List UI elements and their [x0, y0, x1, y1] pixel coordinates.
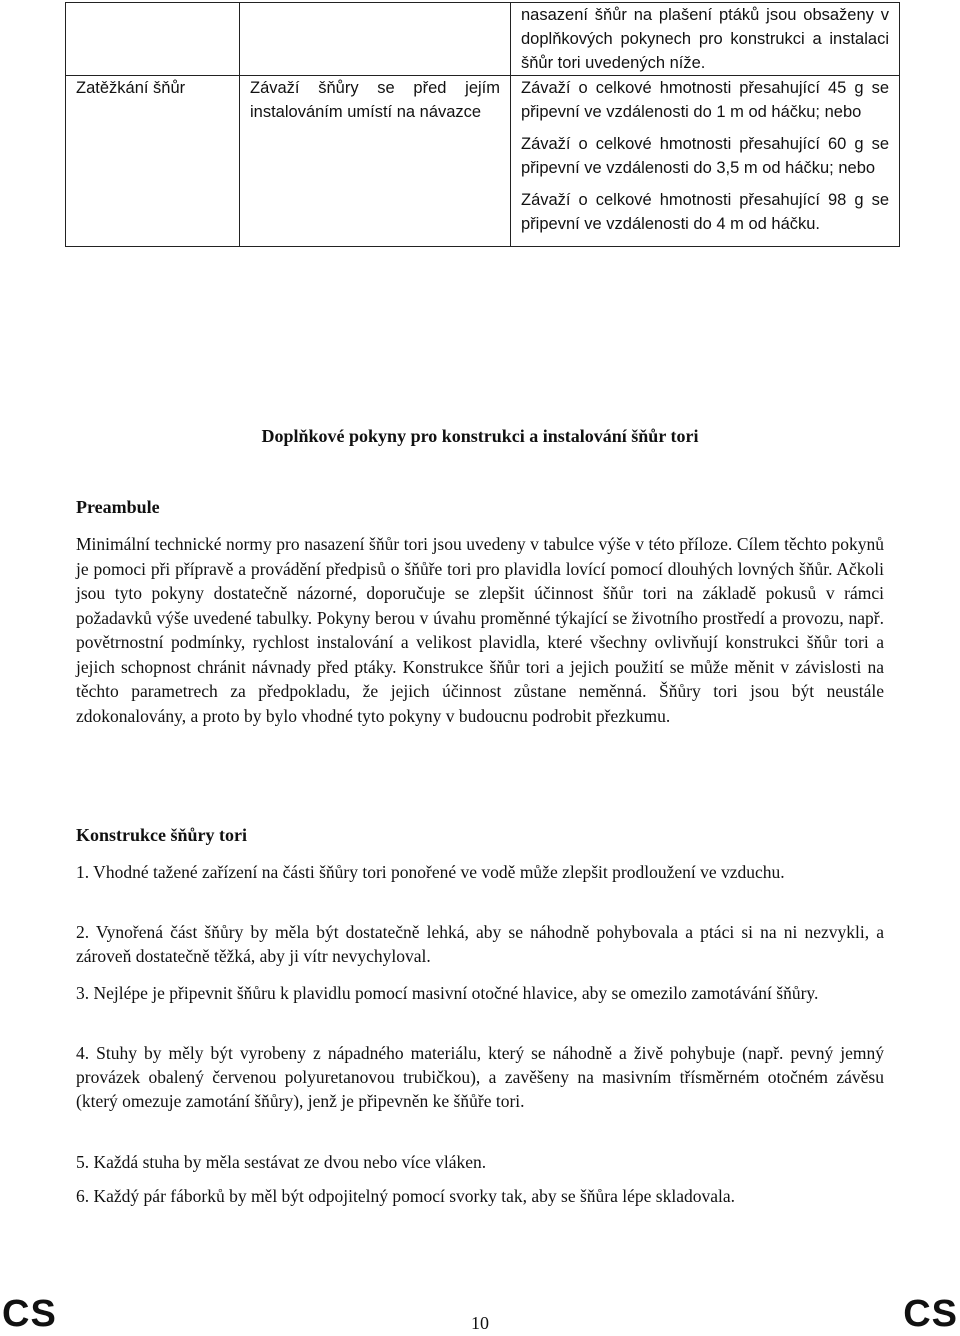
construction-title: Konstrukce šňůry tori [76, 825, 247, 845]
weight-option-3: Závaží o celkové hmotnosti přesahující 98 g se připevní ve vzdálenosti do 4 m od háčku. [521, 191, 889, 233]
table-cell [511, 3, 900, 76]
list-item: 3. Nejlépe je připevnit šňůru k plavidlu pomocí masivní otočné hlavice, aby se omezilo zamotávání šňůry. [76, 983, 819, 1003]
table-cell-text: nasazení šňůr na plašení ptáků jsou obsaženy v doplňkových pokynech pro konstrukci a instalaci šňůr tori uvedených níže. [521, 6, 889, 72]
requirements-table [65, 2, 900, 247]
table-cell-label [66, 76, 240, 247]
preamble-text: Minimální technické normy pro nasazení šňůr tori jsou uvedeny v tabulce výše v této příloze. Cílem těchto pokynů je pomoci při přípravě a provádění předpisů o šňůře tori pro plavidla lovící pomocí dlouhých lovných šňůr. Ačkoli jsou tyto pokyny dostatečně názorné, doporučuje se zlepšit účinnost šňůr tori na základě pokusů v rámci požadavků výše uvedené tabulky. Pokyny berou v úvahu proměnné týkající se životního prostředí a provozu, např. povětrnostní podmínky, rychlost instalování a velikost plavidla, které všechny ovlivňují konstrukci šňůr tori a jejich schopnost chránit návnady před ptáky. Konstrukce šňůr tori a jejich použití se může měnit v závislosti na těchto parametrech za předpokladu, že jejich účinnost zůstane neměnná. Šňůry tori jsou být neustále zdokonalovány, a proto by bylo vhodné tyto pokyny v budoucnu podrobit přezkumu. [76, 534, 884, 726]
language-mark-left: CS [2, 1293, 57, 1335]
list-item: 4. Stuhy by měly být vyrobeny z nápadného materiálu, který se náhodně a živě pohybuje (např. pevný jemný provázek obalený červenou polyuretanovou trubičkou), a zavěšeny na masivním třísměrném otočném závěsu (který omezuje zamotání šňůry), jenž je připevněn ke šňůře tori. [76, 1043, 884, 1111]
table-cell [240, 76, 511, 247]
section-heading: Doplňkové pokyny pro konstrukci a instalování šňůr tori [261, 426, 699, 446]
list-item: 2. Vynořená část šňůry by měla být dostatečně lehká, aby se náhodně pohybovala a ptáci si na ni nezvykli, a zároveň dostatečně těžká, aby ji vítr nevychyloval. [76, 922, 884, 966]
list-item: 6. Každý pár fáborků by měl být odpojitelný pomocí svorky tak, aby se šňůra lépe skladovala. [76, 1186, 736, 1206]
preamble-title: Preambule [76, 497, 160, 517]
row-label-weighting: Zatěžkání šňůr [76, 79, 186, 97]
table-cell [66, 3, 240, 76]
table-cell [240, 3, 511, 76]
list-item: 5. Každá stuha by měla sestávat ze dvou nebo více vláken. [76, 1152, 487, 1172]
weight-option-2: Závaží o celkové hmotnosti přesahující 60 g se připevní ve vzdálenosti do 3,5 m od háčku; nebo [521, 135, 889, 177]
page-number: 10 [471, 1313, 489, 1333]
table-cell [511, 76, 900, 247]
table-row [66, 76, 900, 247]
table-row [66, 3, 900, 76]
weight-option-1: Závaží o celkové hmotnosti přesahující 45 g se připevní ve vzdálenosti do 1 m od háčku; nebo [521, 79, 889, 121]
table-cell-text: Závaží šňůry se před jejím instalováním umístí na návazce [250, 79, 500, 121]
language-mark-right: CS [903, 1293, 958, 1335]
list-item: 1. Vhodné tažené zařízení na části šňůry tori ponořené ve vodě může zlepšit prodloužení ve vzduchu. [76, 862, 785, 882]
